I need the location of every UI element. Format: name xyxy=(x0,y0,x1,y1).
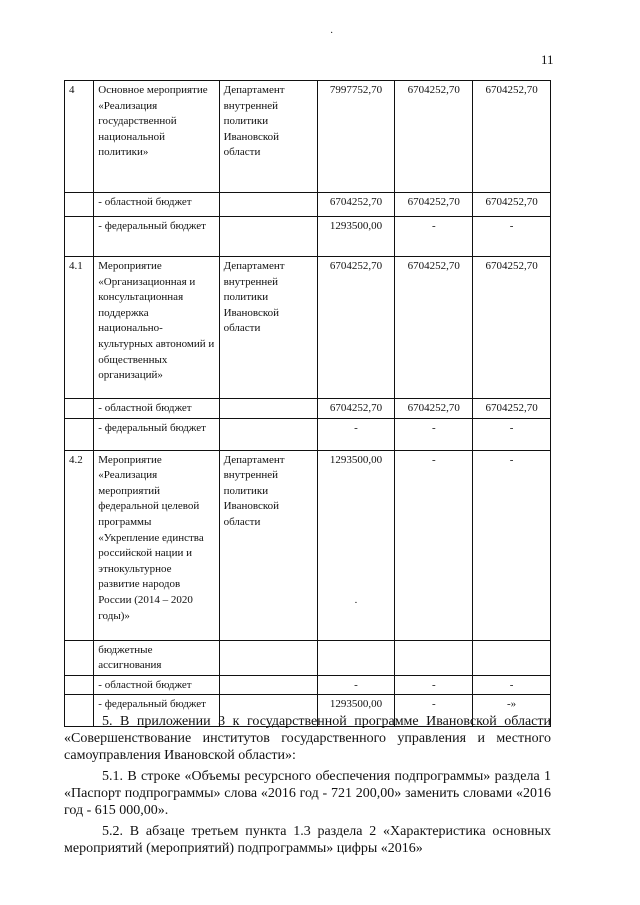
row-value-3: -» xyxy=(473,695,551,727)
row-value-1: - xyxy=(317,675,395,695)
row-value-3: - xyxy=(473,675,551,695)
scan-speck: · xyxy=(330,28,334,39)
budget-table xyxy=(64,80,551,727)
row-executor xyxy=(219,640,317,675)
row-value-1: 1293500,00 xyxy=(317,695,395,727)
paragraph: 5. В приложении 3 к государственной программе Ивановской области «Совершенствование институтов государственного управления и местного самоуправления Ивановской области»: xyxy=(64,714,551,763)
row-value-3: - xyxy=(473,450,551,640)
row-value-2: - xyxy=(395,450,473,640)
row-name: Основное мероприятие «Реализация государственной национальной политики» xyxy=(94,81,219,193)
row-value-2: 6704252,70 xyxy=(395,81,473,193)
table-row xyxy=(65,675,551,695)
row-name: - федеральный бюджет xyxy=(94,217,219,257)
row-value-2: 6704252,70 xyxy=(395,257,473,399)
row-value-1 xyxy=(317,450,395,640)
row-number xyxy=(65,675,94,695)
row-executor xyxy=(219,399,317,419)
row-value-3: 6704252,70 xyxy=(473,399,551,419)
row-name: - областной бюджет xyxy=(94,193,219,217)
row-value-3: 6704252,70 xyxy=(473,257,551,399)
row-number xyxy=(65,399,94,419)
row-name: Мероприятие «Организационная и консультационная поддержка национально-культурных автономий и общественных организаций» xyxy=(94,257,219,399)
row-number: 4 xyxy=(65,81,94,193)
row-value-1: 6704252,70 xyxy=(317,257,395,399)
row-executor xyxy=(219,675,317,695)
row-value-2: 6704252,70 xyxy=(395,193,473,217)
row-value-1 xyxy=(317,640,395,675)
row-value-1: - xyxy=(317,418,395,450)
row-executor xyxy=(219,193,317,217)
table-row xyxy=(65,81,551,193)
row-executor: Департамент внутренней политики Ивановской области xyxy=(219,450,317,640)
table-row xyxy=(65,450,551,640)
row-executor xyxy=(219,418,317,450)
row-value-1-text: 1293500,00 xyxy=(329,453,383,466)
row-value-2: - xyxy=(395,675,473,695)
row-number xyxy=(65,193,94,217)
row-value-2 xyxy=(395,640,473,675)
table-row xyxy=(65,217,551,257)
table-row xyxy=(65,193,551,217)
table-row xyxy=(65,399,551,419)
row-value-2: - xyxy=(395,217,473,257)
table-row xyxy=(65,640,551,675)
table-row xyxy=(65,257,551,399)
paragraph: 5.2. В абзаце третьем пункта 1.3 раздела 2 «Характеристика основных мероприятий (мероприятий) подпрограммы» цифры «2016» xyxy=(64,824,551,856)
row-value-3: 6704252,70 xyxy=(473,193,551,217)
row-name: - областной бюджет xyxy=(94,399,219,419)
row-name: - областной бюджет xyxy=(94,675,219,695)
row-value-1: 6704252,70 xyxy=(317,193,395,217)
row-name: бюджетные ассигнования xyxy=(94,640,219,675)
row-name: Мероприятие «Реализация мероприятий федеральной целевой программы «Укрепление единства российской нации и этнокультурное развитие народов России (2014 – 2020 годы)» xyxy=(94,450,219,640)
row-number: 4.2 xyxy=(65,450,94,640)
row-value-3 xyxy=(473,640,551,675)
row-value-2: 6704252,70 xyxy=(395,399,473,419)
table-row xyxy=(65,418,551,450)
row-name: - федеральный бюджет xyxy=(94,418,219,450)
body-text xyxy=(64,713,551,861)
row-value-2: - xyxy=(395,695,473,727)
row-value-3: 6704252,70 xyxy=(473,81,551,193)
row-executor: Департамент внутренней политики Ивановской области xyxy=(219,257,317,399)
row-value-2: - xyxy=(395,418,473,450)
row-name: - федеральный бюджет xyxy=(94,695,219,727)
row-number xyxy=(65,217,94,257)
row-number xyxy=(65,640,94,675)
row-number xyxy=(65,418,94,450)
row-number: 4.1 xyxy=(65,257,94,399)
row-value-1: 6704252,70 xyxy=(317,399,395,419)
page-number: 11 xyxy=(541,52,554,67)
row-value-1: 7997752,70 xyxy=(317,81,395,193)
row-value-3: - xyxy=(473,217,551,257)
row-executor: Департамент внутренней политики Ивановской области xyxy=(219,81,317,193)
row-value-3: - xyxy=(473,418,551,450)
paragraph: 5.1. В строке «Объемы ресурсного обеспечения подпрограммы» раздела 1 «Паспорт подпрограммы» слова «2016 год - 721 200,00» заменить словами «2016 год - 615 000,00». xyxy=(64,769,551,818)
row-executor xyxy=(219,217,317,257)
scan-speck: · xyxy=(354,597,358,610)
row-value-1: 1293500,00 xyxy=(317,217,395,257)
